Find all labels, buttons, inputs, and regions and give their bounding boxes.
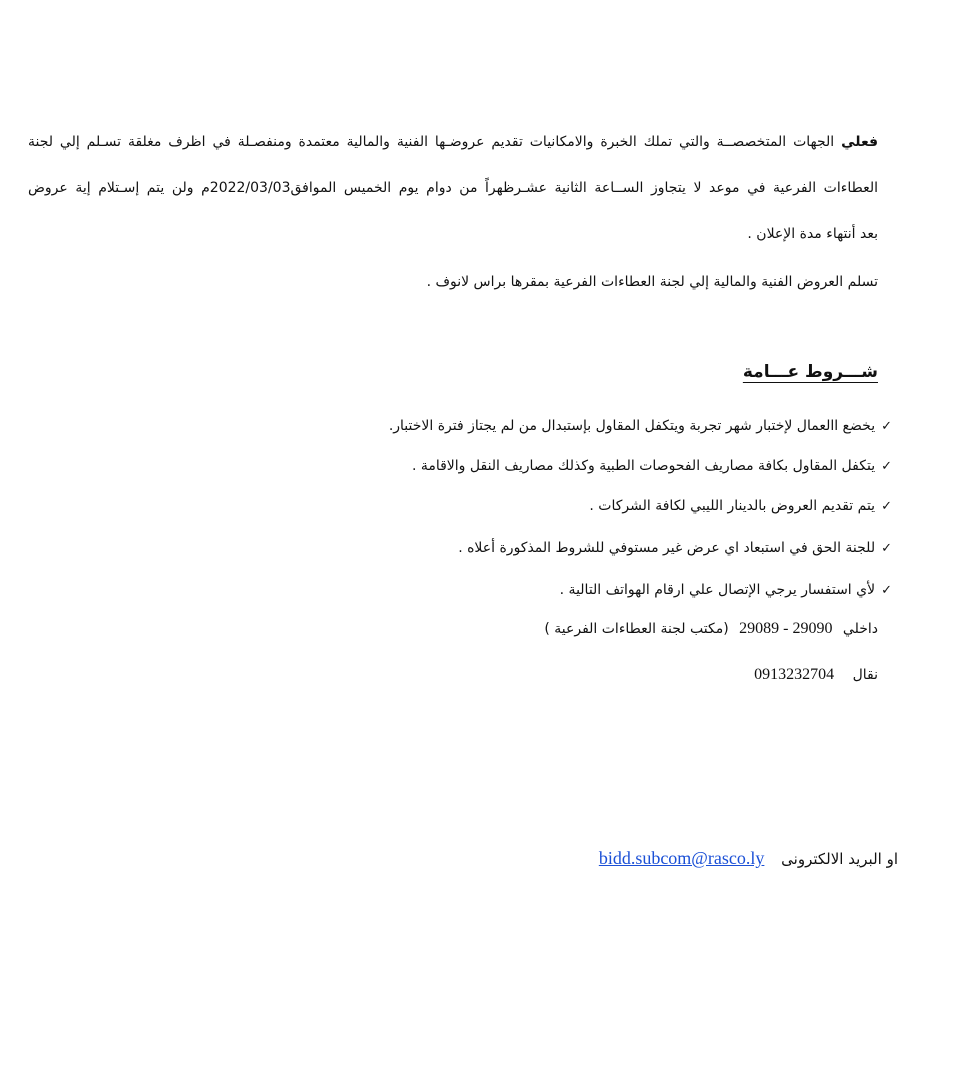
condition-text-2: يتكفل المقاول بكافة مصاريف الفحوصات الطبية وكذلك مصاريف النقل والاقامة . bbox=[411, 458, 876, 474]
mobile-phone-line bbox=[748, 666, 878, 684]
intro-line-1-text: الجهات المتخصصــة والتي تملك الخبرة والامكانيات تقديم عروضـها الفنية والمالية معتمدة ومنفصـلة في اظرف مغلقة تسـلم إلي لجنة bbox=[28, 134, 835, 150]
conditions-heading: شـــروط عـــامة bbox=[742, 362, 878, 382]
internal-numbers: 29089 - 29090 bbox=[739, 620, 833, 637]
check-icon: ✓ bbox=[881, 499, 892, 514]
email-link[interactable]: bidd.subcom@rasco.ly bbox=[598, 848, 765, 868]
condition-item-2 bbox=[412, 458, 892, 474]
internal-phones-line bbox=[544, 620, 878, 638]
condition-item-1 bbox=[389, 418, 892, 434]
internal-note: (مكتب لجنة العطاءات الفرعية ) bbox=[544, 621, 729, 637]
condition-item-4 bbox=[458, 540, 892, 556]
internal-label: داخلي bbox=[842, 621, 878, 637]
check-icon: ✓ bbox=[881, 583, 892, 598]
email-line bbox=[599, 848, 898, 869]
condition-item-3 bbox=[589, 498, 892, 514]
check-icon: ✓ bbox=[881, 419, 892, 434]
condition-text-3: يتم تقديم العروض بالدينار الليبي لكافة الشركات . bbox=[589, 498, 876, 514]
intro-line-2: العطاءات الفرعية في موعد لا يتجاوز الســاعة الثانية عشـرظهراً من دوام يوم الخميس الموافق2022/03/03م ولن يتم إسـتلام إية عروض bbox=[28, 180, 878, 196]
intro-bold-word: فعلي bbox=[841, 134, 879, 150]
mobile-label: نقال bbox=[852, 667, 878, 683]
mobile-number: 0913232704 bbox=[754, 666, 835, 683]
condition-item-5 bbox=[560, 582, 892, 598]
condition-text-4: للجنة الحق في استبعاد اي عرض غير مستوفي للشروط المذكورة أعلاه . bbox=[458, 540, 876, 556]
check-icon: ✓ bbox=[881, 459, 892, 474]
intro-line-3: بعد أنتهاء مدة الإعلان . bbox=[747, 226, 878, 242]
email-label: او البريد الالكترونى bbox=[781, 850, 898, 868]
intro-line-4: تسلم العروض الفنية والمالية إلي لجنة العطاءات الفرعية بمقرها براس لانوف . bbox=[426, 274, 878, 290]
intro-line-1 bbox=[28, 134, 878, 150]
check-icon: ✓ bbox=[881, 541, 892, 556]
condition-text-5: لأي استفسار يرجي الإتصال علي ارقام الهواتف التالية . bbox=[559, 582, 876, 598]
condition-text-1: يخضع االعمال لإختبار شهر تجربة ويتكفل المقاول بإستبدال من لم يجتاز فترة الاختبار. bbox=[388, 418, 876, 434]
